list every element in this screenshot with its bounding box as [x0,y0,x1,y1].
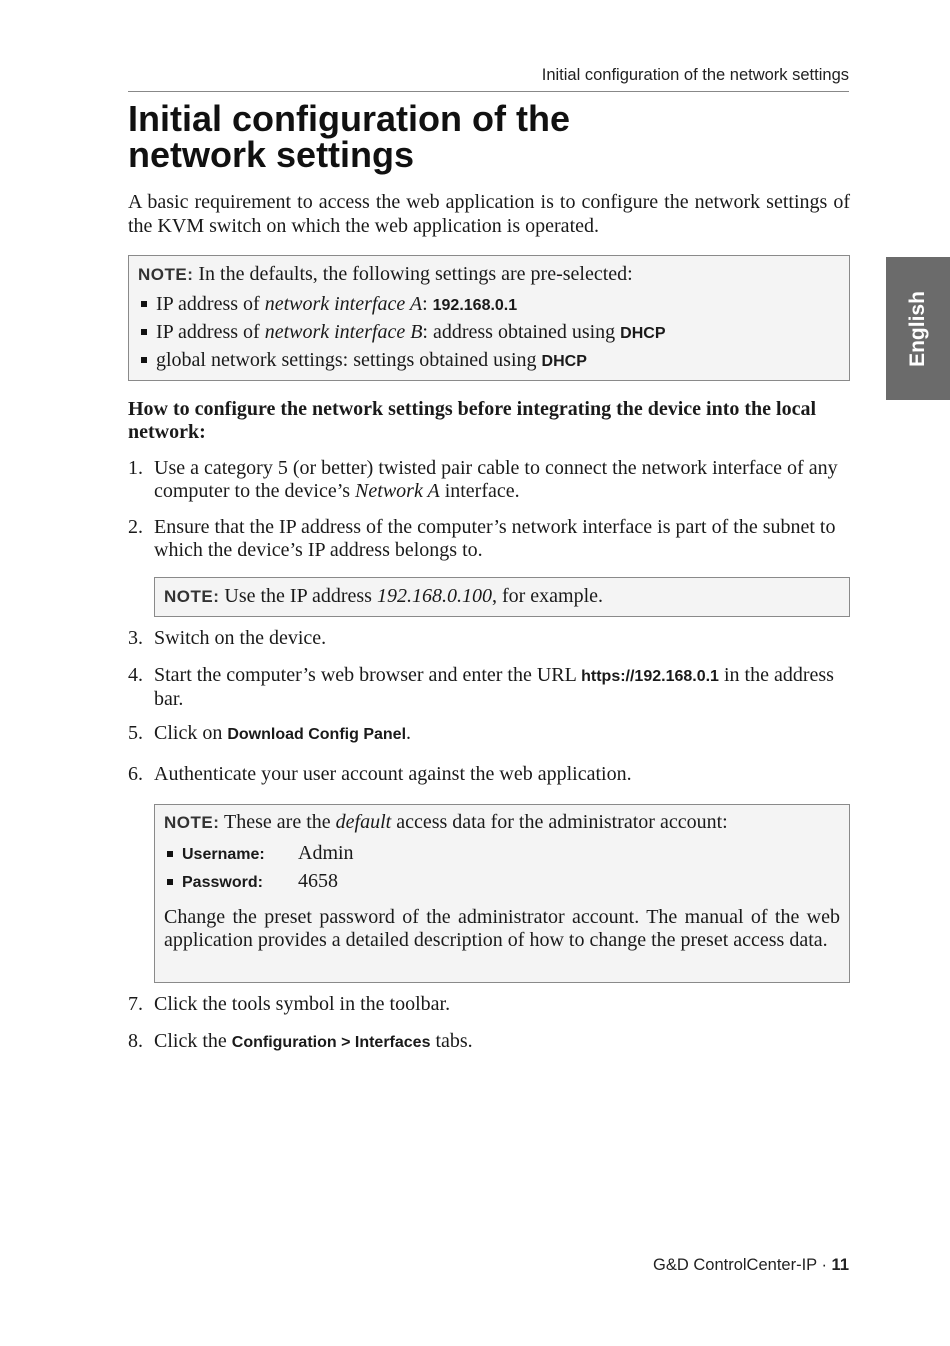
bullet-square-icon [167,851,173,857]
download-config-panel-label: Download Config Panel [227,726,407,743]
username-value: Admin [298,842,354,864]
page-title-line-1: Initial configuration of the [128,98,570,139]
footer-product: G&D ControlCenter-IP · [653,1256,832,1274]
credentials-note-paragraph: Change the preset password of the administrator account. The manual of the web application provides a detailed description of how to change the preset access data. [164,906,840,951]
ip-address-value: 192.168.0.1 [432,297,518,314]
credentials-note-heading: NOTE: These are the default access data for the administrator account: [164,811,728,833]
step-8: 8. Click the Configuration > Interfaces tabs. [128,1030,473,1052]
note-label: NOTE: [138,265,194,284]
configuration-interfaces-label: Configuration > Interfaces [231,1034,431,1051]
defaults-list-item: global network settings: settings obtained using DHCP [138,347,839,375]
step-6 [128,763,850,786]
note-label: NOTE: [164,587,220,606]
step-number: 2. [128,516,143,538]
note-label: NOTE: [164,813,220,832]
running-header: Initial configuration of the network settings [541,66,849,84]
page-number: 11 [831,1256,849,1274]
bullet-square-icon [141,357,147,363]
language-side-tab [886,257,950,400]
defaults-list-item: IP address of network interface A: 192.168.0.1 [138,291,839,319]
bullet-square-icon [167,879,173,885]
default-emphasis: default [335,811,392,833]
defaults-list-item: IP address of network interface B: address obtained using DHCP [138,319,839,347]
step-number: 7. [128,993,143,1015]
step-text: Click the tools symbol in the toolbar. [154,993,451,1015]
network-interface-a-name: network interface A [264,293,423,315]
page-title-line-2: network settings [128,134,415,175]
credentials-note-box [154,804,850,983]
step-number: 1. [128,457,143,479]
step-number: 5. [128,722,143,744]
password-value: 4658 [298,870,338,892]
procedure-heading: How to configure the network settings before integrating the device into the local network: [128,398,817,443]
intro-paragraph: A basic requirement to access the web application is to configure the network settings of the KVM switch on which the web application is operated. [128,191,850,237]
step-text: Switch on the device. [154,627,327,649]
password-row [164,868,840,896]
note-text: In the defaults, the following settings are pre-selected: [193,263,633,285]
step-3 [128,627,850,650]
step-number: 4. [128,664,143,686]
example-ip-address: 192.168.0.100 [376,585,492,607]
step-1: 1. Use a category 5 (or better) twisted pair cable to connect the network interface of any computer to the device’s Network A interface. [128,457,838,502]
defaults-list [138,291,839,375]
defaults-note-heading [138,262,839,287]
username-row [164,840,840,868]
username-label: Username: [182,846,265,863]
bullet-square-icon [141,301,147,307]
defaults-note-box [128,255,850,381]
step-4: 4. Start the computer’s web browser and enter the URL https://192.168.0.1 in the address bar. [128,664,834,710]
header-divider [128,91,849,92]
step-number: 8. [128,1030,143,1052]
page-footer [653,1256,849,1275]
password-label: Password: [182,874,263,891]
network-interface-b-name: network interface B [264,321,423,343]
dhcp-value: DHCP [620,325,666,342]
step-number: 6. [128,763,143,785]
network-a-name: Network A [355,480,440,502]
ip-note-box: NOTE: Use the IP address 192.168.0.100, for example. [154,577,850,617]
dhcp-value: DHCP [541,353,587,370]
step-text: Ensure that the IP address of the computer’s network interface is part of the subnet to which the device’s IP address belongs to. [154,516,836,561]
step-text: Authenticate your user account against the web application. [154,763,632,785]
url-value: https://192.168.0.1 [581,668,719,685]
page-title [128,98,748,175]
step-7 [128,993,850,1016]
language-label: English [906,290,929,367]
step-number: 3. [128,627,143,649]
step-2 [128,516,850,562]
bullet-square-icon [141,329,147,335]
step-5: 5. Click on Download Config Panel. [128,722,412,744]
